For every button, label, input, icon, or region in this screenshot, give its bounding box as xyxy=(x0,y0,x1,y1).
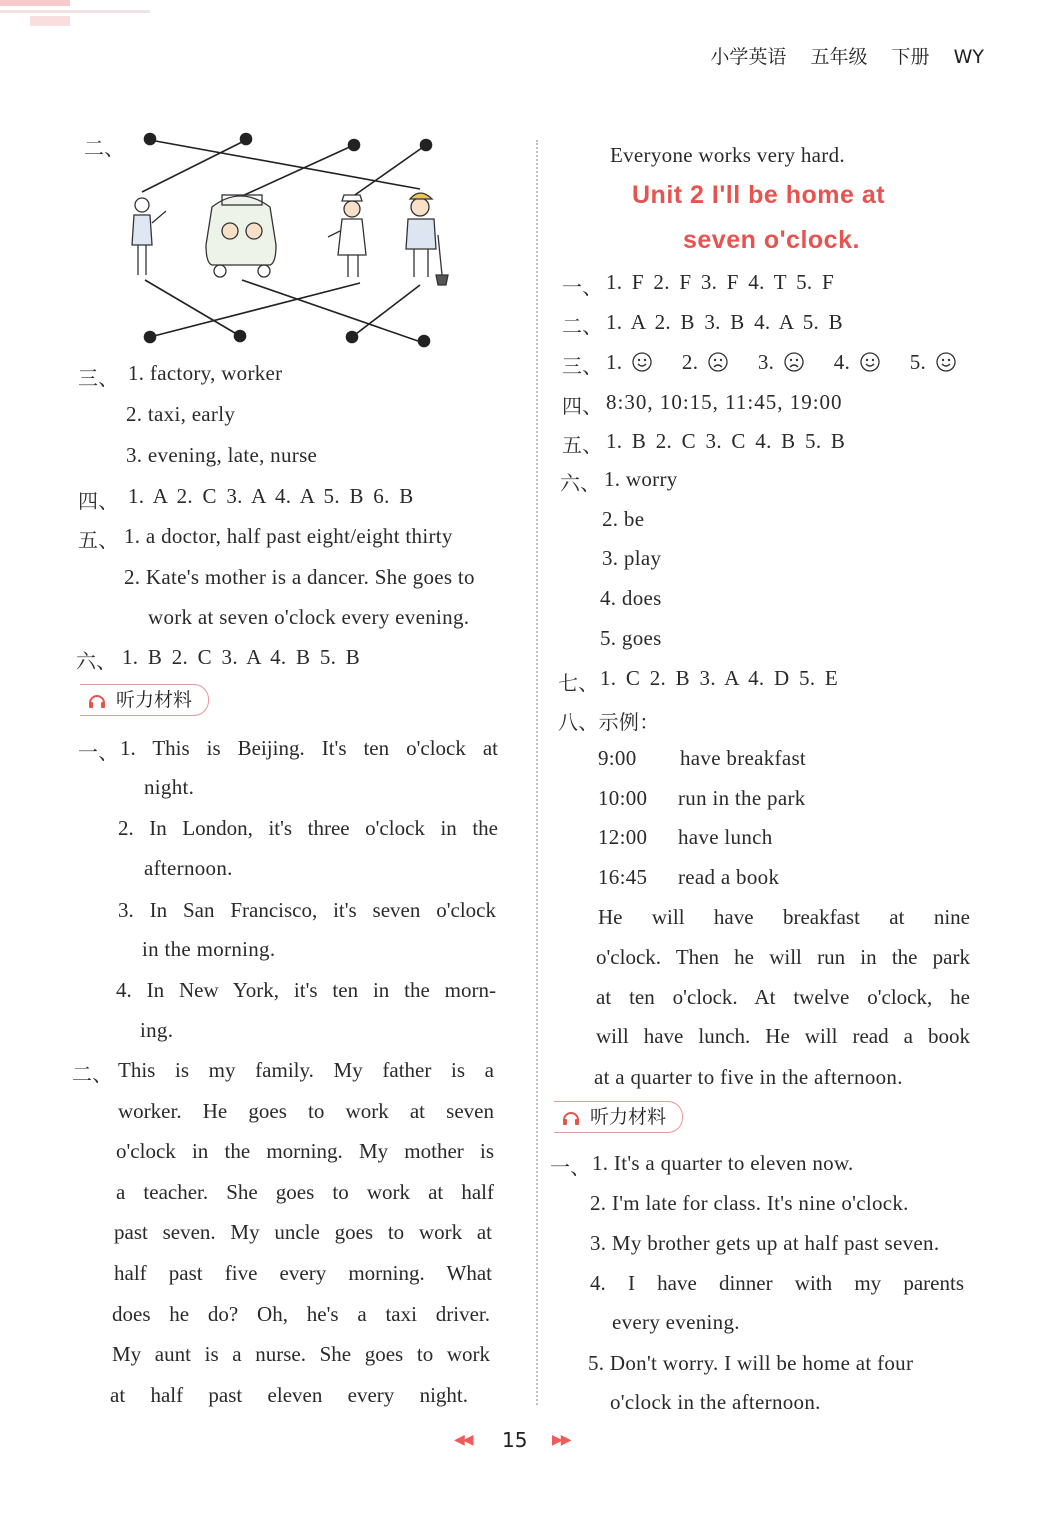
r-s4-answers: 8:30, 10:15, 11:45, 19:00 xyxy=(606,390,843,414)
schedule-time-2: 10:00 xyxy=(598,786,648,810)
l1-line-7: 4. In New York, it's ten in the morn- xyxy=(116,978,496,1002)
face-num-3: 3. xyxy=(757,350,775,374)
s8-para-line-1: He will have breakfast at nine xyxy=(598,905,970,929)
l2-line-8: My aunt is a nurse. She goes to work xyxy=(112,1342,490,1366)
s8-para-line-5: at a quarter to five in the afternoon. xyxy=(594,1065,903,1089)
page-number: 15 xyxy=(502,1428,528,1452)
r-section-3-label: 三、 xyxy=(562,354,603,378)
s4-answers: 1. A 2. C 3. A 4. A 5. B 6. B xyxy=(128,484,414,508)
r-s6-item-2: 2. be xyxy=(602,507,645,531)
left-listening-1-label: 一、 xyxy=(78,740,119,764)
left-listening-2-label: 二、 xyxy=(72,1062,113,1086)
l2-line-5: past seven. My uncle goes to work at xyxy=(114,1220,492,1244)
l2-line-7: does he do? Oh, he's a taxi driver. xyxy=(112,1302,490,1326)
listening-title-left: 听力材料 xyxy=(116,689,193,711)
l1-line-2: night. xyxy=(144,775,195,799)
l2-line-4: a teacher. She goes to work at half xyxy=(116,1180,494,1204)
r-l1-line-7: o'clock in the afternoon. xyxy=(610,1390,821,1414)
header-subject: 小学英语 xyxy=(710,46,787,68)
page-header xyxy=(692,42,984,69)
headphones-icon xyxy=(562,1108,580,1126)
s3-item-1: 1. factory, worker xyxy=(128,361,283,385)
r-s6-item-3: 3. play xyxy=(602,546,662,570)
header-term: 下册 xyxy=(891,46,930,68)
r-s5-answers: 1. B 2. C 3. C 4. B 5. B xyxy=(606,429,846,453)
s6-answers: 1. B 2. C 3. A 4. B 5. B xyxy=(122,645,361,669)
s3-item-3: 3. evening, late, nurse xyxy=(126,443,318,467)
section-4-label: 四、 xyxy=(78,489,119,513)
smiley-face-icon xyxy=(632,352,652,372)
r-l1-line-4: 4. I have dinner with my parents xyxy=(590,1271,964,1295)
s8-para-line-2: o'clock. Then he will run in the park xyxy=(596,945,970,969)
l2-line-9: at half past eleven every night. xyxy=(110,1383,468,1407)
right-top-line: Everyone works very hard. xyxy=(610,143,845,167)
l2-line-3: o'clock in the morning. My mother is xyxy=(116,1139,494,1163)
l1-line-8: ing. xyxy=(140,1018,174,1042)
schedule-time-1: 9:00 xyxy=(598,746,637,770)
matching-illustration xyxy=(120,125,450,355)
r-section-6-label: 六、 xyxy=(560,471,601,495)
r-listening-1-label: 一、 xyxy=(550,1155,591,1179)
s3-item-2: 2. taxi, early xyxy=(126,402,236,426)
l1-line-3: 2. In London, it's three o'clock in the xyxy=(118,816,498,840)
r-l1-line-1: 1. It's a quarter to eleven now. xyxy=(592,1151,854,1175)
r-l1-line-5: every evening. xyxy=(612,1310,740,1334)
corner-decoration xyxy=(0,0,170,30)
column-divider xyxy=(536,140,538,1405)
sad-face-icon xyxy=(784,352,804,372)
r-section-8-label: 八、示例： xyxy=(558,710,660,734)
r-section-7-label: 七、 xyxy=(558,671,599,695)
sad-face-icon xyxy=(708,352,728,372)
l1-line-4: afternoon. xyxy=(144,856,233,880)
headphones-icon xyxy=(88,691,106,709)
r-section-1-label: 一、 xyxy=(562,275,603,299)
listening-title-right: 听力材料 xyxy=(590,1106,667,1128)
r-section-2-label: 二、 xyxy=(562,314,603,338)
s5-item-1: 1. a doctor, half past eight/eight thirty xyxy=(124,524,453,548)
l1-line-5: 3. In San Francisco, it's seven o'clock xyxy=(118,898,496,922)
face-num-5: 5. xyxy=(909,350,927,374)
schedule-activity-4: read a book xyxy=(678,865,780,889)
schedule-time-4: 16:45 xyxy=(598,865,648,889)
schedule-activity-3: have lunch xyxy=(678,825,773,849)
schedule-activity-2: run in the park xyxy=(678,786,806,810)
schedule-time-3: 12:00 xyxy=(598,825,648,849)
l1-line-1: 1. This is Beijing. It's ten o'clock at xyxy=(120,736,498,760)
l2-line-6: half past five every morning. What xyxy=(114,1261,492,1285)
s8-para-line-3: at ten o'clock. At twelve o'clock, he xyxy=(596,985,970,1009)
s5-item-2-line-1: 2. Kate's mother is a dancer. She goes to xyxy=(124,565,475,589)
r-l1-line-2: 2. I'm late for class. It's nine o'clock. xyxy=(590,1191,909,1215)
smiley-face-icon xyxy=(936,352,956,372)
face-num-1: 1. xyxy=(606,350,623,374)
r-s6-item-1: 1. worry xyxy=(604,467,678,491)
header-edition: WY xyxy=(953,46,984,68)
r-l1-line-6: 5. Don't worry. I will be home at four xyxy=(588,1351,914,1375)
listening-badge-left xyxy=(80,684,209,716)
schedule-activity-1: have breakfast xyxy=(680,746,807,770)
section-2-label: 二、 xyxy=(84,136,125,160)
face-num-4: 4. xyxy=(833,350,851,374)
s5-item-2-line-2: work at seven o'clock every evening. xyxy=(148,605,470,629)
l2-line-1: This is my family. My father is a xyxy=(118,1058,494,1082)
listening-badge-right xyxy=(554,1101,683,1133)
section-5-label: 五、 xyxy=(78,528,119,552)
next-arrows-icon: ▶▶ xyxy=(552,1433,570,1448)
r-s2-answers: 1. A 2. B 3. B 4. A 5. B xyxy=(606,310,843,334)
r-s1-answers: 1. F 2. F 3. F 4. T 5. F xyxy=(606,270,834,294)
r-l1-line-3: 3. My brother gets up at half past seven. xyxy=(590,1231,940,1255)
prev-arrows-icon: ◀◀ xyxy=(454,1433,472,1448)
r-s7-answers: 1. C 2. B 3. A 4. D 5. E xyxy=(600,666,839,690)
s8-para-line-4: will have lunch. He will read a book xyxy=(596,1024,970,1048)
face-num-2: 2. xyxy=(681,350,699,374)
unit-title-line-1: Unit 2 I'll be home at xyxy=(632,181,886,209)
l2-line-2: worker. He goes to work at seven xyxy=(118,1099,494,1123)
r-s6-item-4: 4. does xyxy=(600,586,662,610)
section-6-label: 六、 xyxy=(76,649,117,673)
r-s3-faces xyxy=(606,350,956,375)
r-section-4-label: 四、 xyxy=(562,394,603,418)
l1-line-6: in the morning. xyxy=(142,937,276,961)
r-section-5-label: 五、 xyxy=(562,433,603,457)
smiley-face-icon xyxy=(860,352,880,372)
unit-title-line-2: seven o'clock. xyxy=(683,226,860,254)
r-s6-item-5: 5. goes xyxy=(600,626,662,650)
section-3-label: 三、 xyxy=(78,366,119,390)
header-grade: 五年级 xyxy=(810,46,868,68)
